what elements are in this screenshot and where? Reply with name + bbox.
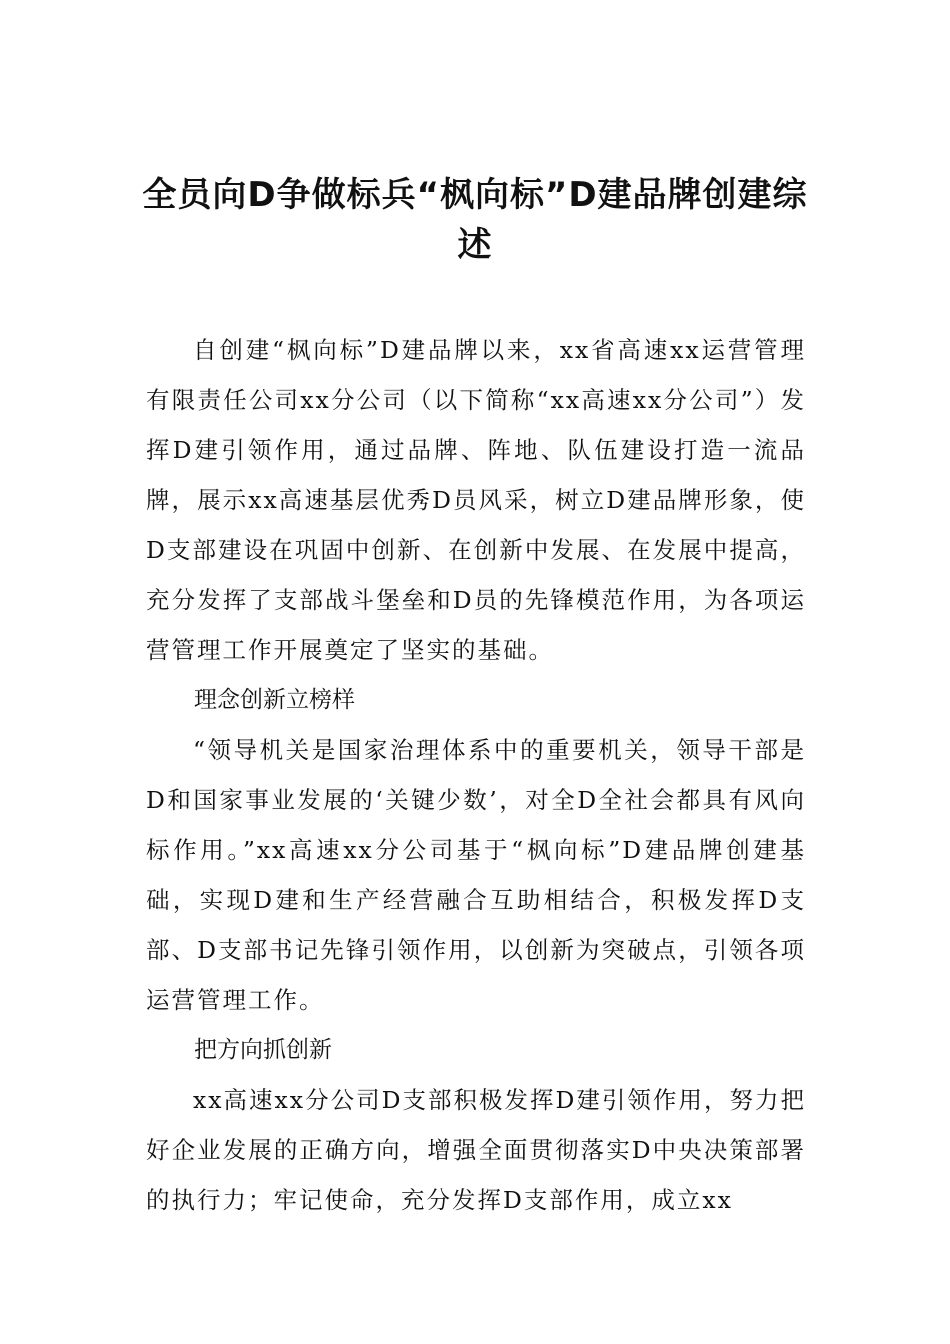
paragraph: “领导机关是国家治理体系中的重要机关，领导干部是D和国家事业发展的‘关键少数’，对全D全社会都具有风向标作用。”xx高速xx分公司基于“枫向标”D建品牌创建基础，实现D建和生产经营融合互助相结合，积极发挥D支部、D支部书记先锋引领作用，以创新为突破点，引领各项运营管理工作。 bbox=[146, 736, 806, 1014]
section-heading: 理念创新立榜样 bbox=[194, 687, 355, 713]
paragraph: xx高速xx分公司D支部积极发挥D建引领作用，努力把好企业发展的正确方向，增强全面贯彻落实D中央决策部署的执行力；牢记使命，充分发挥D支部作用，成立xx bbox=[146, 1086, 806, 1214]
paragraph: 自创建“枫向标”D建品牌以来，xx省高速xx运营管理有限责任公司xx分公司（以下简称“xx高速xx分公司”）发挥D建引领作用，通过品牌、阵地、队伍建设打造一流品牌，展示xx高速基层优秀D员风采，树立D建品牌形象，使D支部建设在巩固中创新、在创新中发展、在发展中提高，充分发挥了支部战斗堡垒和D员的先锋模范作用，为各项运营管理工作开展奠定了坚实的基础。 bbox=[146, 336, 806, 664]
section-heading: 把方向抓创新 bbox=[194, 1037, 332, 1063]
document-title: 全员向D争做标兵“枫向标”D建品牌创建综述 bbox=[142, 175, 808, 265]
document-body bbox=[146, 325, 806, 1225]
